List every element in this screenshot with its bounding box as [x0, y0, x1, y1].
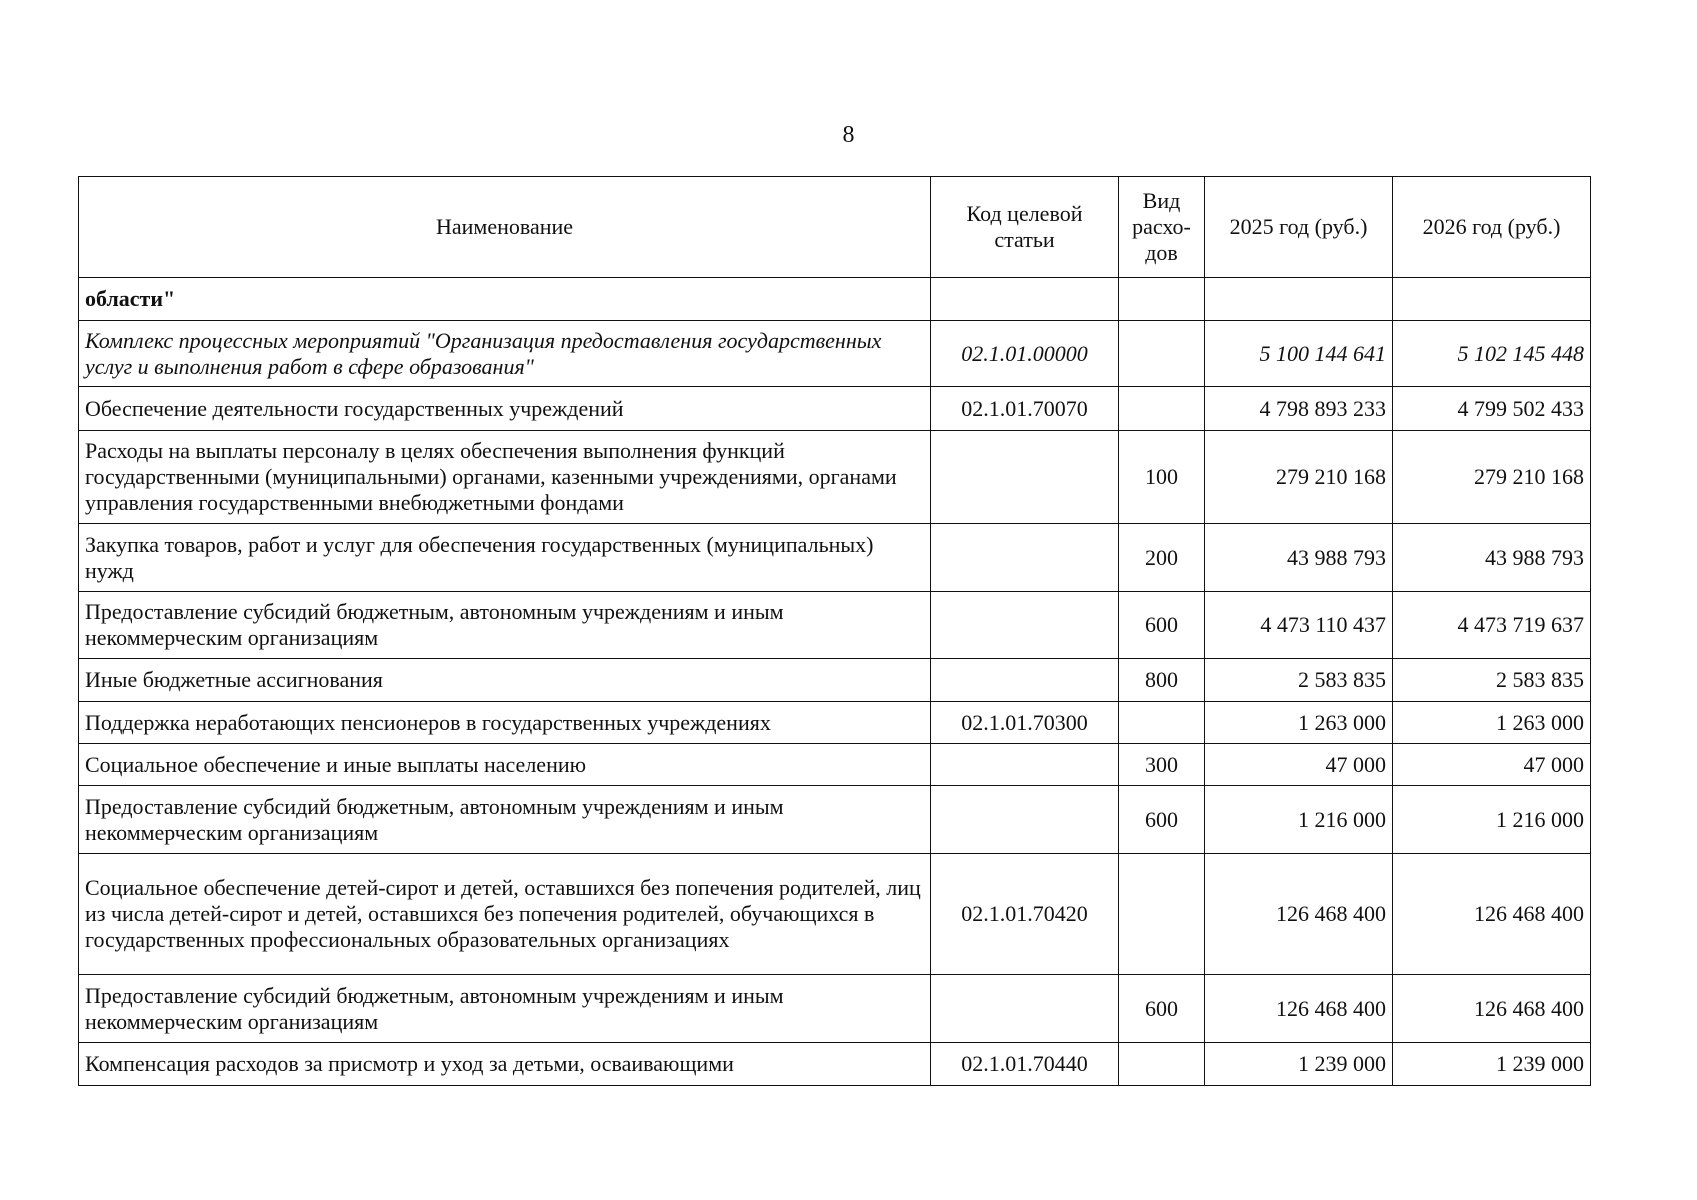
- table-row: [79, 786, 1591, 854]
- row-expense-type: [1119, 854, 1205, 975]
- table-row: [79, 431, 1591, 524]
- header-2025: 2025 год (руб.): [1205, 177, 1393, 278]
- row-code: 02.1.01.70420: [931, 854, 1119, 975]
- table-row: [79, 321, 1591, 387]
- row-name: Поддержка неработающих пенсионеров в государственных учреждениях: [79, 702, 931, 744]
- row-amount-2025: 47 000: [1205, 744, 1393, 786]
- row-expense-type: [1119, 278, 1205, 321]
- row-code: [931, 659, 1119, 702]
- row-amount-2025: 4 798 893 233: [1205, 387, 1393, 431]
- row-amount-2026: 43 988 793: [1393, 524, 1591, 592]
- row-code: [931, 431, 1119, 524]
- row-amount-2026: 1 239 000: [1393, 1043, 1591, 1086]
- row-name: Расходы на выплаты персоналу в целях обеспечения выполнения функций государственными (муниципальными) органами, казенными учреждениями, органами управления государственными внебюджетными фондами: [79, 431, 931, 524]
- row-code: [931, 744, 1119, 786]
- row-name: Закупка товаров, работ и услуг для обеспечения государственных (муниципальных) нужд: [79, 524, 931, 592]
- table-row: [79, 387, 1591, 431]
- row-code: [931, 592, 1119, 659]
- row-name: Предоставление субсидий бюджетным, автономным учреждениям и иным некоммерческим организациям: [79, 786, 931, 854]
- row-amount-2025: 126 468 400: [1205, 975, 1393, 1043]
- row-expense-type: 200: [1119, 524, 1205, 592]
- table-row: [79, 278, 1591, 321]
- row-name: Предоставление субсидий бюджетным, автономным учреждениям и иным некоммерческим организациям: [79, 592, 931, 659]
- row-amount-2026: 2 583 835: [1393, 659, 1591, 702]
- header-2026: 2026 год (руб.): [1393, 177, 1591, 278]
- row-code: 02.1.01.70070: [931, 387, 1119, 431]
- page-number: 8: [842, 122, 855, 148]
- header-code: Код целевой статьи: [931, 177, 1119, 278]
- row-amount-2025: 279 210 168: [1205, 431, 1393, 524]
- row-code: 02.1.01.00000: [931, 321, 1119, 387]
- table-header-row: [79, 177, 1591, 278]
- row-expense-type: 600: [1119, 592, 1205, 659]
- row-amount-2026: 4 799 502 433: [1393, 387, 1591, 431]
- row-amount-2026: 1 263 000: [1393, 702, 1591, 744]
- table-row: [79, 1043, 1591, 1086]
- row-amount-2026: 126 468 400: [1393, 975, 1591, 1043]
- row-code: [931, 975, 1119, 1043]
- row-name: Социальное обеспечение детей-сирот и детей, оставшихся без попечения родителей, лиц из числа детей-сирот и детей, оставшихся без попечения родителей, обучающихся в государственных профессиональных образовательных организациях: [79, 854, 931, 975]
- row-amount-2025: 126 468 400: [1205, 854, 1393, 975]
- row-amount-2026: 1 216 000: [1393, 786, 1591, 854]
- row-amount-2025: 5 100 144 641: [1205, 321, 1393, 387]
- row-expense-type: [1119, 702, 1205, 744]
- table-row: [79, 659, 1591, 702]
- row-name: Социальное обеспечение и иные выплаты населению: [79, 744, 931, 786]
- row-name: Предоставление субсидий бюджетным, автономным учреждениям и иным некоммерческим организациям: [79, 975, 931, 1043]
- row-expense-type: 300: [1119, 744, 1205, 786]
- row-name: области": [79, 278, 931, 321]
- row-expense-type: [1119, 1043, 1205, 1086]
- row-name: Комплекс процессных мероприятий "Организация предоставления государственных услуг и выполнения работ в сфере образования": [79, 321, 931, 387]
- row-amount-2025: 1 216 000: [1205, 786, 1393, 854]
- row-name: Обеспечение деятельности государственных учреждений: [79, 387, 931, 431]
- row-expense-type: 100: [1119, 431, 1205, 524]
- header-name: Наименование: [79, 177, 931, 278]
- row-code: [931, 786, 1119, 854]
- row-amount-2026: 4 473 719 637: [1393, 592, 1591, 659]
- row-code: [931, 278, 1119, 321]
- row-code: [931, 524, 1119, 592]
- budget-table: [78, 176, 1591, 1086]
- row-amount-2026: 47 000: [1393, 744, 1591, 786]
- row-amount-2025: 2 583 835: [1205, 659, 1393, 702]
- table-row: [79, 702, 1591, 744]
- row-amount-2026: [1393, 278, 1591, 321]
- row-name: Иные бюджетные ассигнования: [79, 659, 931, 702]
- row-amount-2025: 43 988 793: [1205, 524, 1393, 592]
- table-row: [79, 592, 1591, 659]
- row-amount-2025: 1 239 000: [1205, 1043, 1393, 1086]
- table-row: [79, 744, 1591, 786]
- row-amount-2025: [1205, 278, 1393, 321]
- row-name: Компенсация расходов за присмотр и уход за детьми, осваивающими: [79, 1043, 931, 1086]
- row-expense-type: 600: [1119, 975, 1205, 1043]
- table-row: [79, 854, 1591, 975]
- row-expense-type: 800: [1119, 659, 1205, 702]
- row-expense-type: [1119, 321, 1205, 387]
- row-code: 02.1.01.70440: [931, 1043, 1119, 1086]
- header-expense-type: Вид расхо-дов: [1119, 177, 1205, 278]
- row-expense-type: 600: [1119, 786, 1205, 854]
- table-row: [79, 975, 1591, 1043]
- table-row: [79, 524, 1591, 592]
- row-expense-type: [1119, 387, 1205, 431]
- row-amount-2025: 4 473 110 437: [1205, 592, 1393, 659]
- row-amount-2026: 5 102 145 448: [1393, 321, 1591, 387]
- row-code: 02.1.01.70300: [931, 702, 1119, 744]
- row-amount-2026: 279 210 168: [1393, 431, 1591, 524]
- row-amount-2025: 1 263 000: [1205, 702, 1393, 744]
- row-amount-2026: 126 468 400: [1393, 854, 1591, 975]
